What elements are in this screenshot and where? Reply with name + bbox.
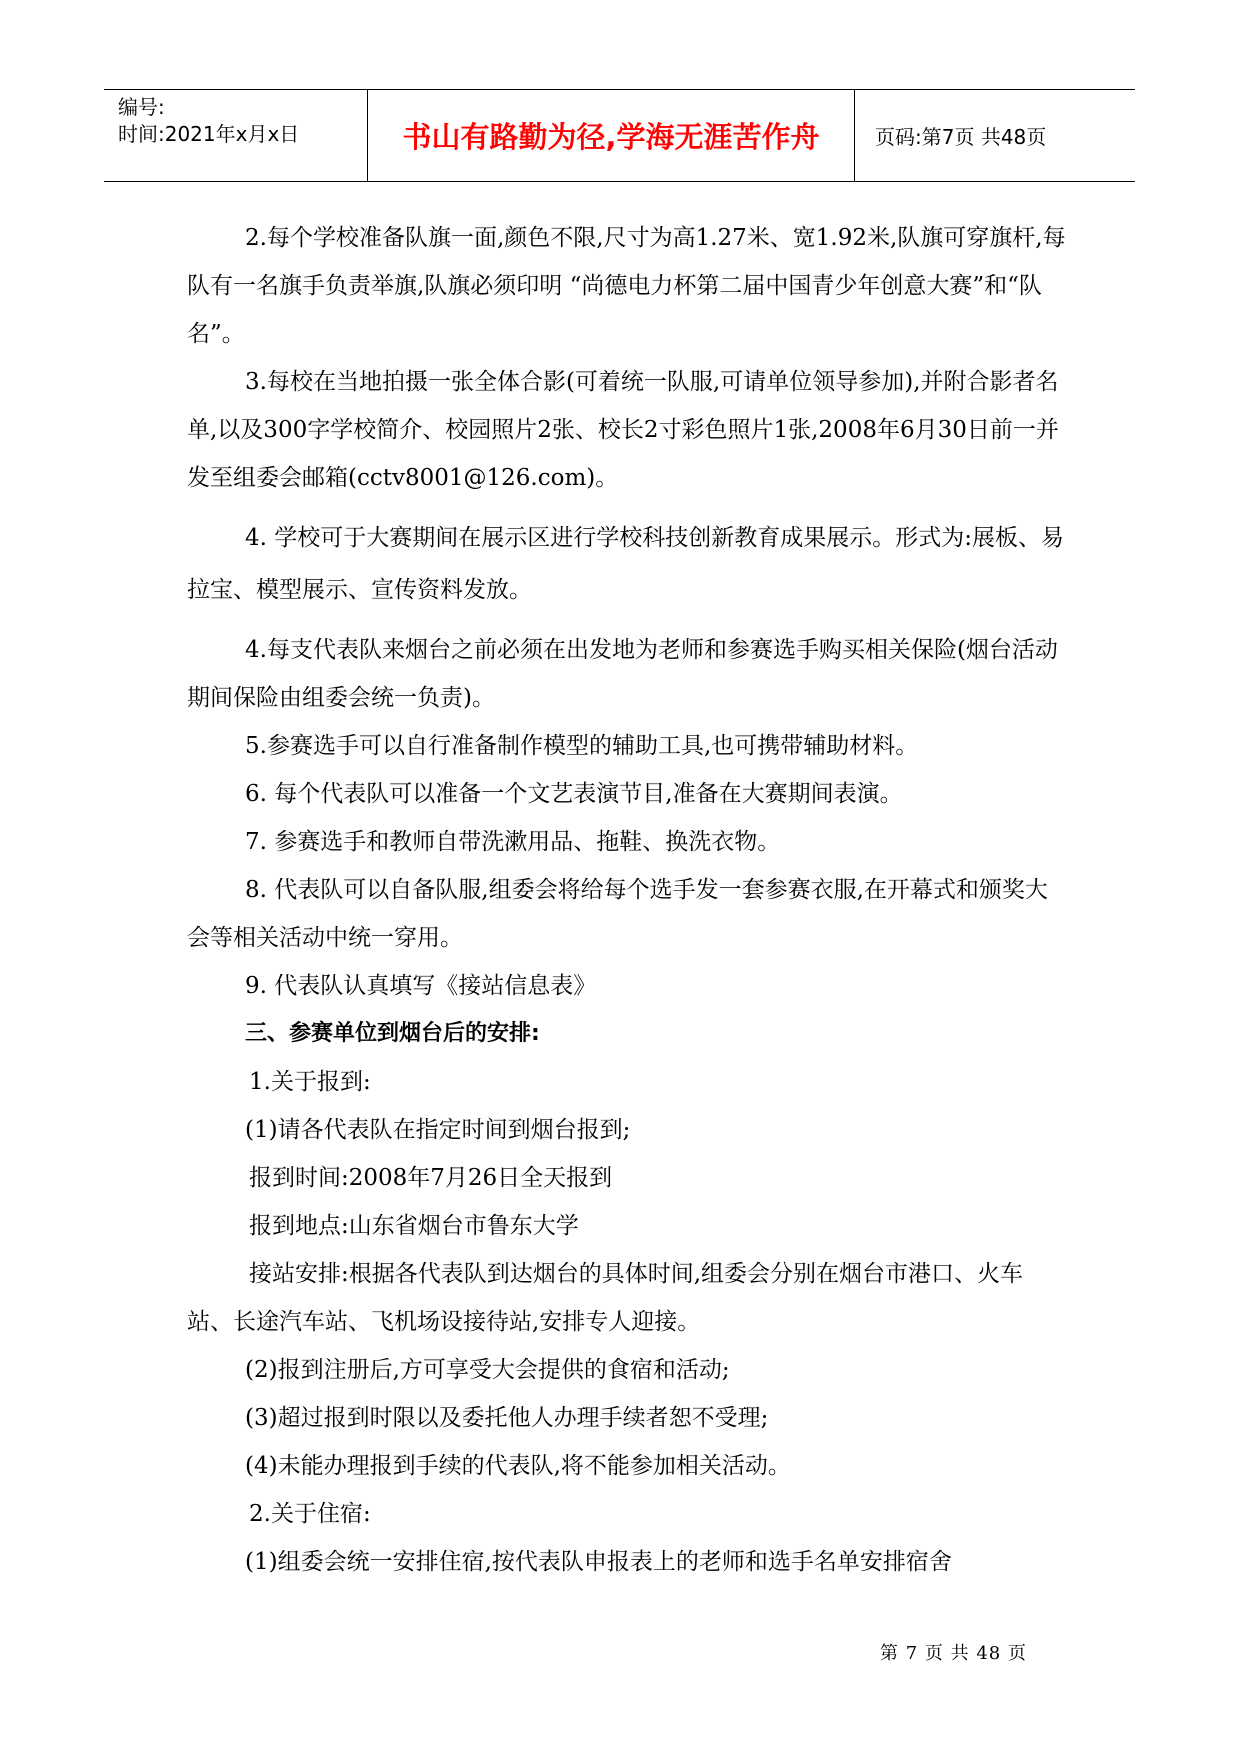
registration-time: 报到时间:2008年7月26日全天报到 bbox=[249, 1165, 613, 1191]
subsection-lodging: 2.关于住宿: bbox=[249, 1501, 371, 1527]
registration-item-2: (2)报到注册后,方可享受大会提供的食宿和活动; bbox=[245, 1357, 730, 1383]
subsection-registration: 1.关于报到: bbox=[249, 1069, 371, 1095]
document-body bbox=[187, 214, 1067, 1586]
paragraph-exhibition: 4. 学校可于大赛期间在展示区进行学校科技创新教育成果展示。形式为:展板、易拉宝、模型展示、宣传资料发放。 bbox=[187, 525, 1065, 603]
page-header bbox=[104, 89, 1135, 182]
paragraph-supplies: 7. 参赛选手和教师自带洗漱用品、拖鞋、换洗衣物。 bbox=[245, 829, 781, 855]
page-footer: 第 7 页 共 48 页 bbox=[880, 1643, 1027, 1664]
header-motto: 书山有路勤为径,学海无涯苦作舟 bbox=[368, 90, 855, 181]
registration-item-4: (4)未能办理报到手续的代表队,将不能参加相关活动。 bbox=[245, 1453, 791, 1479]
paragraph-performance: 6. 每个代表队可以准备一个文艺表演节目,准备在大赛期间表演。 bbox=[245, 781, 903, 807]
header-meta bbox=[104, 90, 368, 181]
paragraph-uniform: 8. 代表队可以自备队服,组委会将给每个选手发一套参赛衣服,在开幕式和颁奖大会等相关活动中统一穿用。 bbox=[187, 877, 1048, 951]
paragraph-tools: 5.参赛选手可以自行准备制作模型的辅助工具,也可携带辅助材料。 bbox=[245, 733, 919, 759]
document-number: 编号: bbox=[118, 95, 165, 119]
section-heading: 三、参赛单位到烟台后的安排: bbox=[245, 1021, 540, 1046]
registration-item-3: (3)超过报到时限以及委托他人办理手续者恕不受理; bbox=[245, 1405, 769, 1431]
header-page-number: 页码:第7页 共48页 bbox=[875, 125, 1047, 149]
lodging-item-1: (1)组委会统一安排住宿,按代表队申报表上的老师和选手名单安排宿舍 bbox=[245, 1549, 952, 1575]
paragraph-insurance: 4.每支代表队来烟台之前必须在出发地为老师和参赛选手购买相关保险(烟台活动期间保险由组委会统一负责)。 bbox=[187, 637, 1058, 711]
registration-place: 报到地点:山东省烟台市鲁东大学 bbox=[249, 1213, 579, 1239]
paragraph-flag: 2.每个学校准备队旗一面,颜色不限,尺寸为高1.27米、宽1.92米,队旗可穿旗杆,每队有一名旗手负责举旗,队旗必须印明 “尚德电力杯第二届中国青少年创意大赛”和“队名”。 bbox=[187, 225, 1066, 347]
registration-item-1: (1)请各代表队在指定时间到烟台报到; bbox=[245, 1117, 631, 1143]
paragraph-pickup-form: 9. 代表队认真填写《接站信息表》 bbox=[245, 973, 597, 999]
paragraph-photo: 3.每校在当地拍摄一张全体合影(可着统一队服,可请单位领导参加),并附合影者名单,以及300字学校简介、校园照片2张、校长2寸彩色照片1张,2008年6月30日前一并发至组委会邮箱(cctv8001@126.com)。 bbox=[187, 369, 1059, 491]
document-time: 时间:2021年x月x日 bbox=[118, 122, 300, 146]
pickup-arrangement: 接站安排:根据各代表队到达烟台的具体时间,组委会分别在烟台市港口、火车站、长途汽车站、飞机场设接待站,安排专人迎接。 bbox=[187, 1261, 1024, 1335]
